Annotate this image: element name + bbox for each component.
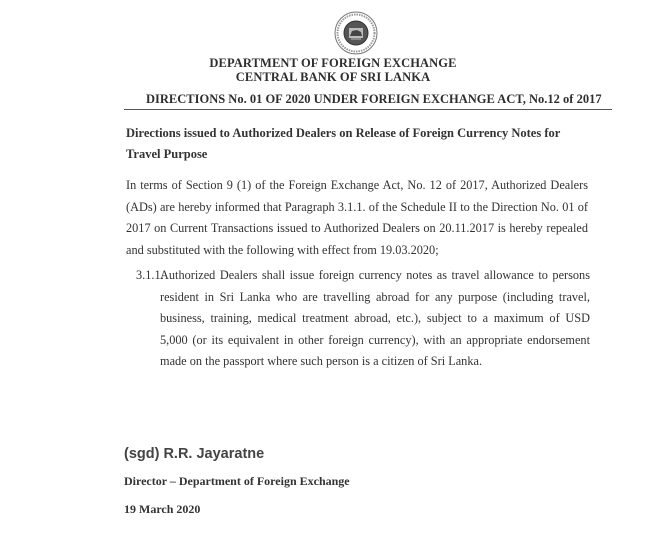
directions-heading: DIRECTIONS No. 01 OF 2020 UNDER FOREIGN EXCHANGE ACT, No.12 of 2017 (124, 92, 612, 110)
department-heading: DEPARTMENT OF FOREIGN EXCHANGE (209, 56, 457, 70)
central-bank-seal-icon (333, 10, 379, 56)
clause-text: Authorized Dealers shall issue foreign currency notes as travel allowance to persons resident in Sri Lanka who are travelling abroad for any purpose (including travel, business, training, medical treatment abroad, etc.), subject to a maximum of USD 5,000 (or its equivalent in other foreign currency), with an appropriate endorsement made on the passport where such person is a citizen of Sri Lanka. (160, 268, 590, 368)
signer-name: (sgd) R.R. Jayaratne (124, 446, 265, 462)
clause-number: 3.1.1. (136, 268, 164, 282)
intro-paragraph: In terms of Section 9 (1) of the Foreign Exchange Act, No. 12 of 2017, Authorized Dealers (ADs) are hereby informed that Paragraph 3.1.1. of the Schedule II to the Direction No. 01 of 2017 on Current Transactions issued to Authorized Dealers on 20.11.2017 is hereby repealed and substituted with the following with effect from 19.03.2020; (126, 178, 588, 257)
document-title: Directions issued to Authorized Dealers on Release of Foreign Currency Notes for Travel Purpose (126, 126, 561, 161)
signer-role: Director – Department of Foreign Exchange (124, 474, 350, 488)
bank-heading: CENTRAL BANK OF SRI LANKA (235, 70, 431, 84)
document-date: 19 March 2020 (124, 502, 201, 516)
